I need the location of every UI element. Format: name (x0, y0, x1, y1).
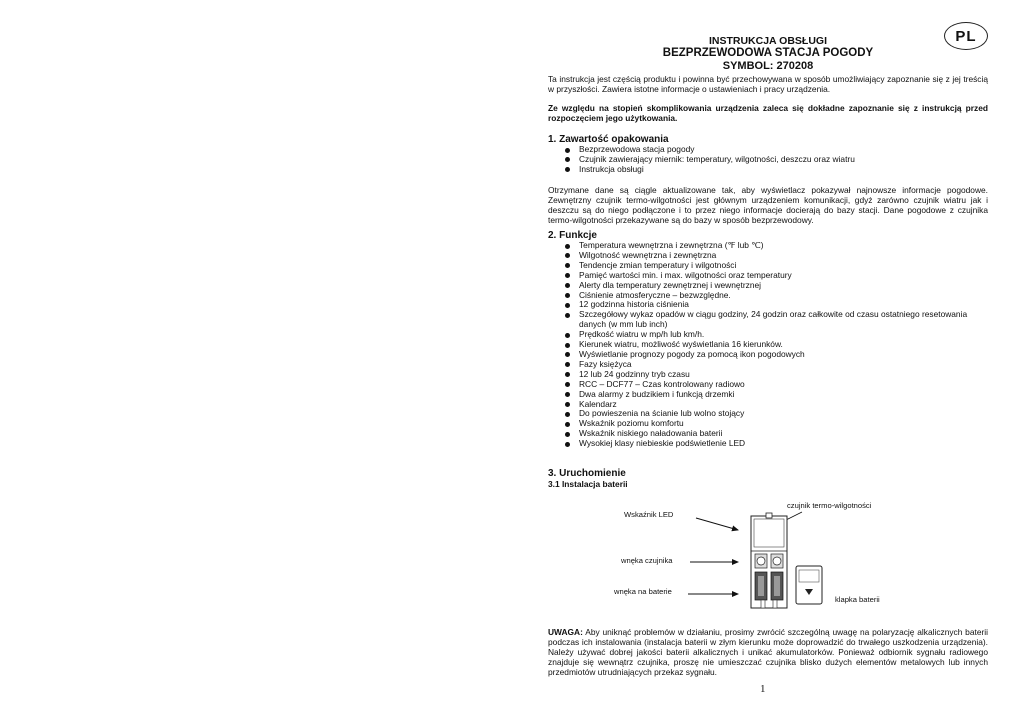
label-sensor: czujnik termo-wilgotności (787, 501, 872, 510)
list-item: Pamięć wartości min. i max. wilgotności oraz temperatury (564, 271, 988, 281)
list-item: Instrukcja obsługi (564, 165, 988, 175)
list-item: 12 lub 24 godzinny tryb czasu (564, 370, 988, 380)
note-label: UWAGA: (548, 627, 583, 637)
warning-paragraph: Ze względu na stopień skomplikowania urządzenia zaleca się dokładne zapoznanie się z instrukcją przed rozpoczęciem jego użytkowania. (548, 103, 988, 123)
list-item: Szczegółowy wykaz opadów w ciągu godziny, 24 godzin oraz całkowite od czasu ostatniego resetowania danych (w mm lub inch) (564, 310, 988, 330)
page-number: 1 (760, 683, 766, 695)
list-item: Ciśnienie atmosferyczne – bezwzględne. (564, 291, 988, 301)
list-item: Temperatura wewnętrzna i zewnętrzna (℉ lub ℃) (564, 241, 988, 251)
section-1-list (564, 145, 988, 175)
section-1-heading: 1. Zawartość opakowania (548, 134, 669, 145)
title-line-3: SYMBOL: 270208 (722, 60, 814, 72)
list-item: Wskaźnik niskiego naładowania baterii (564, 429, 988, 439)
section-3-heading: 3. Uruchomienie (548, 468, 626, 479)
list-item: 12 godzinna historia ciśnienia (564, 300, 988, 310)
label-sensor-bay: wnęka czujnika (621, 556, 673, 565)
list-item: Wskaźnik poziomu komfortu (564, 419, 988, 429)
list-item: Kierunek wiatru, możliwość wyświetlania 16 kierunków. (564, 340, 988, 350)
section-3-1-heading: 3.1 Instalacja baterii (548, 479, 628, 489)
sensor-illustration (548, 498, 988, 618)
label-led-indicator: Wskaźnik LED (624, 510, 674, 519)
section-2-heading: 2. Funkcje (548, 230, 597, 241)
list-item: Wyświetlanie prognozy pogody za pomocą ikon pogodowych (564, 350, 988, 360)
list-item: Bezprzewodowa stacja pogody (564, 145, 988, 155)
warning-note (548, 627, 988, 677)
title-line-2: BEZPRZEWODOWA STACJA POGODY (662, 47, 874, 59)
list-item: Fazy księżyca (564, 360, 988, 370)
list-item: Wilgotność wewnętrzna i zewnętrzna (564, 251, 988, 261)
language-badge: PL (944, 22, 988, 50)
list-item: Kalendarz (564, 400, 988, 410)
battery-installation-figure (548, 498, 988, 618)
intro-paragraph: Ta instrukcja jest częścią produktu i powinna być przechowywana w sposób umożliwiający zapoznanie się z jej treścią w przyszłości. Zawiera istotne informacje o ustawieniach i pracy urządzenia. (548, 74, 988, 94)
document-title (548, 35, 988, 72)
list-item: Alerty dla temperatury zewnętrznej i wewnętrznej (564, 281, 988, 291)
list-item: Wysokiej klasy niebieskie podświetlenie LED (564, 439, 988, 449)
title-line-1: INSTRUKCJA OBSŁUGI (708, 35, 828, 47)
section-1-paragraph: Otrzymane dane są ciągle aktualizowane tak, aby wyświetlacz pokazywał najnowsze informacje pogodowe. Zewnętrzny czujnik termo-wilgotności jest głównym urządzeniem komunikacji, gdyż zarówno czujnik wiatru jak i deszczu są do niego podłączone i to przez niego informacje docierają do bazy stacji. Dane pogodowe z czujnika termo-wilgotności przekazywane są do bazy w sposób bezprzewodowy. (548, 185, 988, 225)
list-item: Do powieszenia na ścianie lub wolno stojący (564, 409, 988, 419)
list-item: RCC – DCF77 – Czas kontrolowany radiowo (564, 380, 988, 390)
list-item: Tendencje zmian temperatury i wilgotności (564, 261, 988, 271)
section-2-list (564, 241, 988, 449)
label-battery-bay: wnęka na baterie (614, 587, 672, 596)
label-battery-cover: klapka baterii (835, 595, 880, 604)
list-item: Dwa alarmy z budzikiem i funkcją drzemki (564, 390, 988, 400)
note-text: Aby uniknąć problemów w działaniu, prosimy zwrócić szczególną uwagę na polaryzację alkalicznych baterii podczas ich instalowania (instalacja baterii w złym kierunku może doprowadzić do trwałego uszkodzenia urządzenia). Należy używać dobrej jakości baterii alkalicznych i unikać akumulatorków. Ponieważ odbiornik sygnału radiowego znajduje się wewnątrz czujnika, proszę nie umieszczać czujnika blisko dużych elementów metalowych lub innych przedmiotów utrudniających przekaz sygnału. (548, 627, 988, 677)
list-item: Czujnik zawierający miernik: temperatury, wilgotności, deszczu oraz wiatru (564, 155, 988, 165)
list-item: Prędkość wiatru w mp/h lub km/h. (564, 330, 988, 340)
